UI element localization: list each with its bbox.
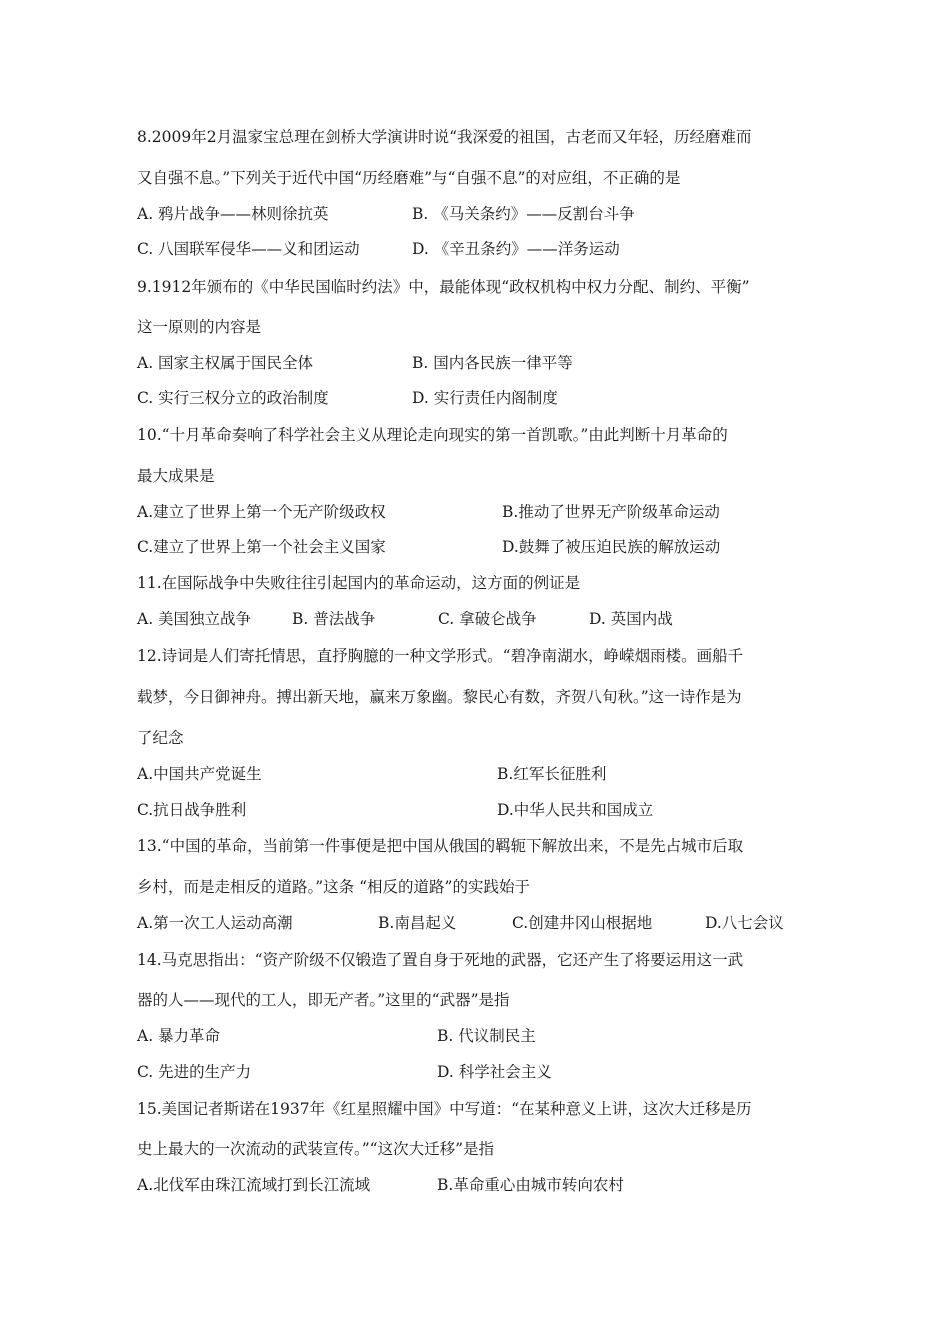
option-c: C.创建井冈山根据地	[512, 914, 653, 932]
option-c: C. 先进的生产力	[137, 1063, 252, 1081]
option-c: C.抗日战争胜利	[137, 801, 247, 819]
option-d: D.中华人民共和国成立	[497, 801, 654, 819]
question-stem-line: 10.“十月革命奏响了科学社会主义从理论走向现实的第一首凯歌。”由此判断十月革命的	[137, 426, 728, 444]
option-b: B. 《马关条约》——反割台斗争	[412, 205, 635, 223]
option-d: D.鼓舞了被压迫民族的解放运动	[502, 538, 721, 556]
option-d: D. 英国内战	[589, 610, 673, 628]
option-a: A. 暴力革命	[137, 1027, 221, 1045]
option-c: C. 实行三权分立的政治制度	[137, 389, 329, 407]
question-stem-line: 了纪念	[137, 729, 184, 747]
option-c: C.建立了世界上第一个社会主义国家	[137, 538, 386, 556]
option-a: A. 鸦片战争——林则徐抗英	[137, 205, 329, 223]
option-c: C. 拿破仑战争	[438, 610, 537, 628]
option-a: A. 国家主权属于国民全体	[137, 354, 314, 372]
option-b: B.推动了世界无产阶级革命运动	[502, 503, 720, 521]
question-stem-line: 15.美国记者斯诺在1937年《红星照耀中国》中写道：“在某种意义上讲，这次大迁移是历	[137, 1100, 752, 1118]
question-stem-line: 13.“中国的革命，当前第一件事便是把中国从俄国的羁轭下解放出来，不是先占城市后取	[137, 837, 744, 855]
option-b: B. 国内各民族一律平等	[412, 354, 573, 372]
option-b: B.红军长征胜利	[497, 765, 607, 783]
question-stem-line: 史上最大的一次流动的武装宣传。”“这次大迁移”是指	[137, 1140, 495, 1158]
option-d: D. 实行责任内阁制度	[412, 389, 558, 407]
question-stem-line: 8.2009年2月温家宝总理在剑桥大学演讲时说“我深爱的祖国，古老而又年轻，历经磨难而	[137, 128, 752, 146]
question-stem-line: 乡村，而是走相反的道路。”这条 “相反的道路”的实践始于	[137, 878, 530, 896]
option-a: A.建立了世界上第一个无产阶级政权	[137, 503, 386, 521]
question-stem-line: 14.马克思指出：“资产阶级不仅锻造了置自身于死地的武器，它还产生了将要运用这一武	[137, 951, 744, 969]
question-stem-line: 最大成果是	[137, 467, 215, 485]
question-stem-line: 载梦，今日御神舟。搏出新天地，赢来万象幽。黎民心有数，齐贺八旬秋。”这一诗作是为	[137, 688, 742, 706]
question-stem-line: 器的人——现代的工人，即无产者。”这里的“武器”是指	[137, 991, 510, 1009]
option-d: D. 《辛丑条约》——洋务运动	[412, 240, 620, 258]
question-stem-line: 12.诗词是人们寄托情思，直抒胸臆的一种文学形式。“碧净南湖水，峥嵘烟雨楼。画船千	[137, 647, 744, 665]
option-c: C. 八国联军侵华——义和团运动	[137, 240, 360, 258]
question-stem-line: 这一原则的内容是	[137, 318, 262, 336]
option-a: A. 美国独立战争	[137, 610, 252, 628]
question-stem-line: 11.在国际战争中失败往往引起国内的革命运动，这方面的例证是	[137, 574, 581, 592]
option-b: B.革命重心由城市转向农村	[437, 1176, 624, 1194]
option-a: A.北伐军由珠江流域打到长江流域	[137, 1176, 371, 1194]
option-d: D. 科学社会主义	[437, 1063, 552, 1081]
option-b: B. 普法战争	[292, 610, 376, 628]
option-a: A.第一次工人运动高潮	[137, 914, 293, 932]
option-a: A.中国共产党诞生	[137, 765, 262, 783]
option-b: B. 代议制民主	[437, 1027, 536, 1045]
question-stem-line: 9.1912年颁布的《中华民国临时约法》中，最能体现“政权机构中权力分配、制约、平衡”	[137, 278, 750, 296]
option-b: B.南昌起义	[378, 914, 457, 932]
option-d: D.八七会议	[705, 914, 784, 932]
question-stem-line: 又自强不息。”下列关于近代中国“历经磨难”与“自强不息”的对应组，不正确的是	[137, 169, 681, 187]
